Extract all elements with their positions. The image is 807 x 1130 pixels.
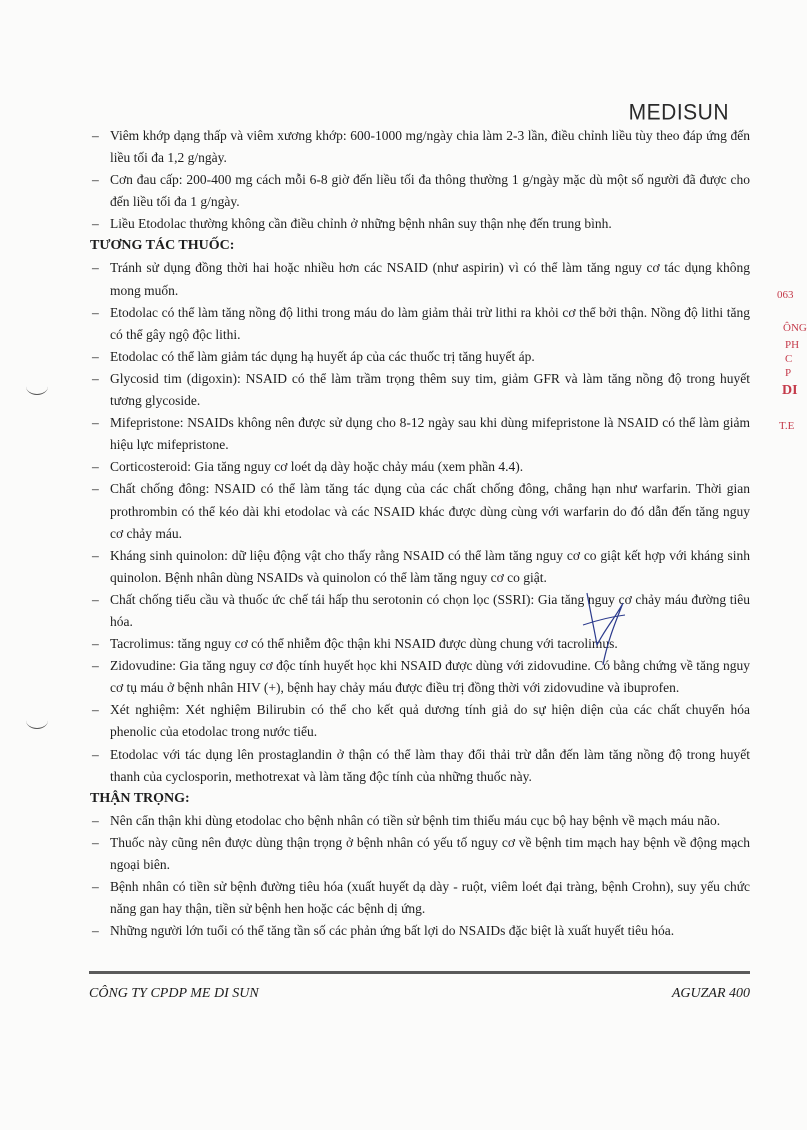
list-item: – Mifepristone: NSAIDs không nên được sử dụng cho 8-12 ngày sau khi dùng mifepristone là NSAID có thể làm giảm hiệu lực mifepristone. xyxy=(92,412,750,456)
list-item: – Xét nghiệm: Xét nghiệm Bilirubin có thể cho kết quả dương tính giả do sự hiện diện của các chất chuyển hóa phenolic của etodolac trong nước tiểu. xyxy=(92,699,750,743)
list-item: – Những người lớn tuổi có thể tăng tần số các phản ứng bất lợi do NSAIDs đặc biệt là xuất huyết tiêu hóa. xyxy=(92,920,750,942)
stamp-text: 063 xyxy=(777,289,794,301)
list-item: – Kháng sinh quinolon: dữ liệu động vật cho thấy rằng NSAID có thể làm tăng nguy cơ co giật kết hợp với kháng sinh quinolon. Bệnh nhân dùng NSAIDs và quinolon có thể làm tăng nguy cơ co giật. xyxy=(92,545,750,589)
list-item: – Nên cẩn thận khi dùng etodolac cho bệnh nhân có tiền sử bệnh tim thiếu máu cục bộ hay bệnh về mạch máu não. xyxy=(92,810,750,832)
stamp-fragment xyxy=(769,285,799,305)
stamp-text: T.E xyxy=(779,420,795,432)
list-item: – Tacrolimus: tăng nguy cơ có thể nhiễm độc thận khi NSAID được dùng chung với tacrolimus. xyxy=(92,633,750,655)
document-body xyxy=(92,125,750,942)
footer-company: CÔNG TY CPDP ME DI SUN xyxy=(89,986,259,1001)
list-item: – Etodolac có thể làm tăng nồng độ lithi trong máu do làm giảm thải trừ lithi ra khỏi cơ thể bởi thận. Nồng độ lithi tăng có thể gây ngộ độc lithi. xyxy=(92,302,750,346)
list-item: – Corticosteroid: Gia tăng nguy cơ loét dạ dày hoặc chảy máu (xem phần 4.4). xyxy=(92,456,750,478)
list-item: – Etodolac có thể làm giảm tác dụng hạ huyết áp của các thuốc trị tăng huyết áp. xyxy=(92,346,750,368)
stamp-text: C P xyxy=(785,353,793,379)
list-item: – Thuốc này cũng nên được dùng thận trọng ở bệnh nhân có yếu tố nguy cơ về bệnh tim mạch hay bệnh về động mạch ngoại biên. xyxy=(92,832,750,876)
list-item: – Viêm khớp dạng thấp và viêm xương khớp: 600-1000 mg/ngày chia làm 2-3 lần, điều chỉnh liều tùy theo đáp ứng đến liều tối đa 1,2 g/ngày. xyxy=(92,125,750,169)
footer-product: AGUZAR 400 xyxy=(671,986,750,1001)
stamp-fragment xyxy=(769,318,807,436)
footer-divider xyxy=(89,971,750,974)
list-item: – Liều Etodolac thường không cần điều chỉnh ở những bệnh nhân suy thận nhẹ đến trung bình. xyxy=(92,213,750,235)
punch-hole-mark xyxy=(26,712,48,729)
list-item: – Bệnh nhân có tiền sử bệnh đường tiêu hóa (xuất huyết dạ dày - ruột, viêm loét đại tràng, bệnh Crohn), suy yếu chức năng gan hay thận, tiền sử bệnh hen hoặc các bệnh dị ứng. xyxy=(92,876,750,920)
list-item: – Chất chống đông: NSAID có thể làm tăng tác dụng của các chất chống đông, chẳng hạn như warfarin. Thời gian prothrombin có thể kéo dài khi etodolac và các NSAID khác được dùng cùng với warfarin do đó dẫn đến tăng nguy cơ chảy máu. xyxy=(92,478,750,544)
list-item: – Tránh sử dụng đồng thời hai hoặc nhiều hơn các NSAID (như aspirin) vì có thể làm tăng nguy cơ tác dụng không mong muốn. xyxy=(92,257,750,301)
company-logo: MEDISUN xyxy=(628,100,729,125)
interactions-list xyxy=(92,257,750,787)
list-item: – Cơn đau cấp: 200-400 mg cách mỗi 6-8 giờ đến liều tối đa thông thường 1 g/ngày mặc dù một số người đã được cho đến liều tối đa 1 g/ngày. xyxy=(92,169,750,213)
list-item: – Chất chống tiểu cầu và thuốc ức chế tái hấp thu serotonin có chọn lọc (SSRI): Gia tăng nguy cơ chảy máu đường tiêu hóa. xyxy=(92,589,750,633)
section-heading-precautions: THẬN TRỌNG: xyxy=(90,790,190,806)
list-item: – Glycosid tim (digoxin): NSAID có thể làm trầm trọng thêm suy tim, giảm GFR và làm tăng nồng độ trong huyết tương glycoside. xyxy=(92,368,750,412)
stamp-text: DI xyxy=(782,383,798,398)
list-item: – Etodolac với tác dụng lên prostaglandin ở thận có thể làm thay đổi thải trừ dẫn đến làm tăng nồng độ trong huyết thanh của cyclosporin, methotrexat và làm tăng độc tính của những thuốc này. xyxy=(92,744,750,788)
punch-hole-mark xyxy=(26,378,48,395)
section-heading-interactions: TƯƠNG TÁC THUỐC: xyxy=(90,238,235,254)
stamp-text: ÔNG xyxy=(783,322,807,334)
stamp-text: PH xyxy=(785,339,800,351)
list-item: – Zidovudine: Gia tăng nguy cơ độc tính huyết học khi NSAID được dùng với zidovudine. Có bằng chứng về tăng nguy cơ tụ máu ở bệnh nhân HIV (+), bệnh hay chảy máu được điều trị đồng thời với zidovudine và ibuprofen. xyxy=(92,655,750,699)
page-footer xyxy=(89,986,750,1002)
precautions-list xyxy=(92,810,750,943)
dosage-list xyxy=(92,125,750,235)
